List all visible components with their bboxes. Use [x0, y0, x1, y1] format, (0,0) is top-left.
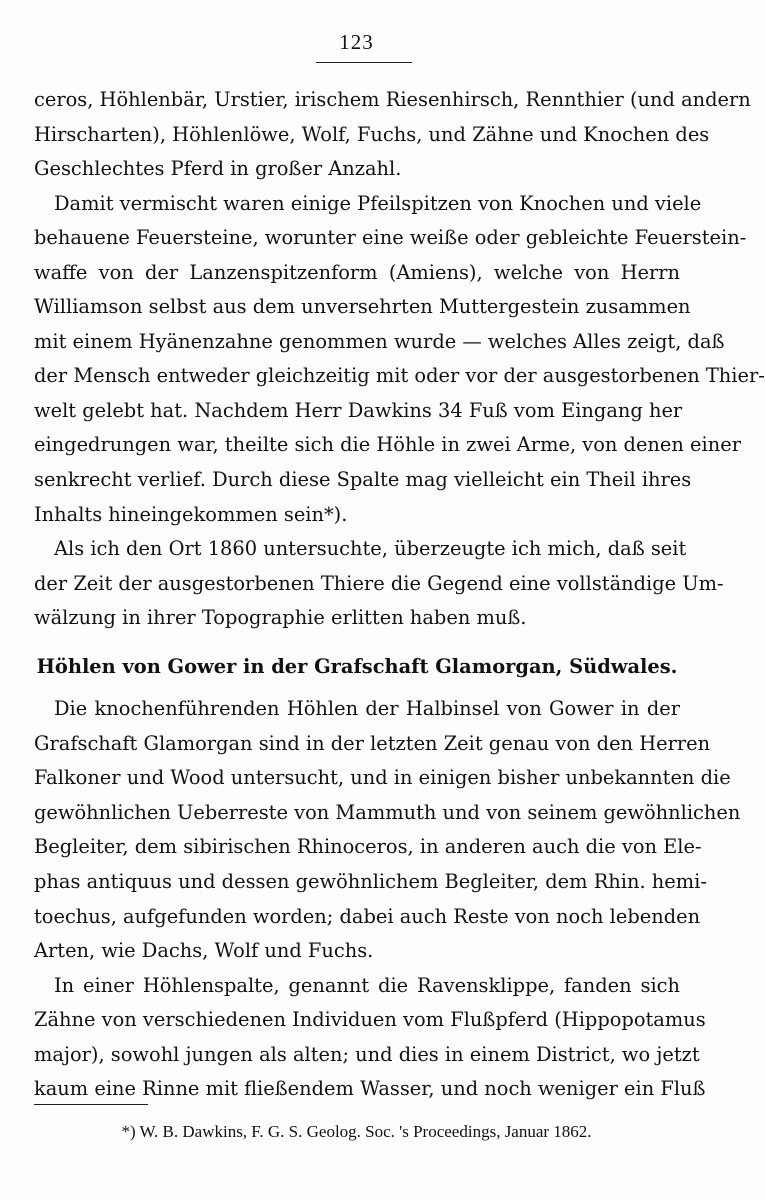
- text-line: eingedrungen war, theilte sich die Höhle in zwei Arme, von denen einer: [34, 433, 741, 457]
- text-line: waffe von der Lanzenspitzenform (Amiens), welche von Herrn: [34, 260, 680, 284]
- text-line: Damit vermischt waren einige Pfeilspitzen von Knochen und viele: [54, 191, 702, 215]
- text-line: gewöhnlichen Ueberreste von Mammuth und von seinem gewöhnlichen: [34, 800, 741, 824]
- text-line: ceros, Höhlenbär, Urstier, irischem Riesenhirsch, Rennthier (und andern: [34, 88, 751, 111]
- text-line: phas antiquus und dessen gewöhnlichem Begleiter, dem Rhin. hemi-: [34, 870, 707, 894]
- page-number: 123: [339, 30, 374, 54]
- text-line: senkrecht verlief. Durch diese Spalte mag vielleicht ein Theil ihres: [34, 468, 692, 492]
- text-line: der Zeit der ausgestorbenen Thiere die Gegend eine vollständige Um-: [34, 571, 724, 595]
- section-cave-description: [34, 83, 765, 636]
- text-line: Hirscharten), Höhlenlöwe, Wolf, Fuchs, und Zähne und Knochen des: [34, 122, 710, 146]
- text-line: mit einem Hyänenzahne genommen wurde — welches Alles zeigt, daß: [34, 329, 725, 353]
- paragraph: [34, 532, 724, 636]
- text-line: Arten, wie Dachs, Wolf und Fuchs.: [34, 939, 374, 963]
- footnote-rule: [34, 1104, 148, 1105]
- text-line: behauene Feuersteine, worunter eine weiße oder gebleichte Feuerstein-: [34, 226, 747, 250]
- text-line: der Mensch entweder gleichzeitig mit oder vor der ausgestorbenen Thier-: [34, 364, 765, 388]
- paragraph: [34, 969, 706, 1107]
- text-line: toechus, aufgefunden worden; dabei auch Reste von noch lebenden: [34, 904, 701, 928]
- text-line: In einer Höhlenspalte, genannt die Ravensklippe, fanden sich: [54, 973, 680, 997]
- text-line: Die knochenführenden Höhlen der Halbinsel von Gower in der: [54, 697, 680, 721]
- text-line: major), sowohl jungen als alten; und dies in einem District, wo jetzt: [34, 1042, 700, 1066]
- body-text: [34, 83, 765, 1107]
- text-line: Inhalts hineingekommen sein*).: [34, 502, 348, 526]
- text-line: Williamson selbst aus dem unversehrten Muttergestein zusammen: [34, 295, 691, 319]
- section-gower-caves: [34, 692, 741, 1107]
- text-line: Geschlechtes Pferd in großer Anzahl.: [34, 157, 402, 181]
- section-heading: Höhlen von Gower in der Grafschaft Glamorgan, Südwales.: [36, 654, 678, 678]
- footnote: *) W. B. Dawkins, F. G. S. Geolog. Soc. 's Proceedings, Januar 1862.: [121, 1122, 592, 1141]
- text-line: Zähne von verschiedenen Individuen vom Flußpferd (Hippopotamus: [34, 1008, 706, 1032]
- header-rule: [316, 62, 412, 63]
- paragraph: [34, 187, 765, 532]
- text-line: Als ich den Ort 1860 untersuchte, überzeugte ich mich, daß seit: [54, 537, 687, 561]
- text-line: Grafschaft Glamorgan sind in der letzten Zeit genau von den Herren: [34, 731, 711, 755]
- paragraph: [34, 83, 751, 187]
- paragraph: [34, 692, 741, 968]
- text-line: welt gelebt hat. Nachdem Herr Dawkins 34 Fuß vom Eingang her: [34, 398, 683, 422]
- text-line: Falkoner und Wood untersucht, und in einigen bisher unbekannten die: [34, 766, 731, 790]
- text-line: kaum eine Rinne mit fließendem Wasser, und noch weniger ein Fluß: [34, 1077, 706, 1101]
- text-line: Begleiter, dem sibirischen Rhinoceros, in anderen auch die von Ele-: [34, 835, 702, 859]
- text-line: wälzung in ihrer Topographie erlitten haben muß.: [34, 606, 527, 630]
